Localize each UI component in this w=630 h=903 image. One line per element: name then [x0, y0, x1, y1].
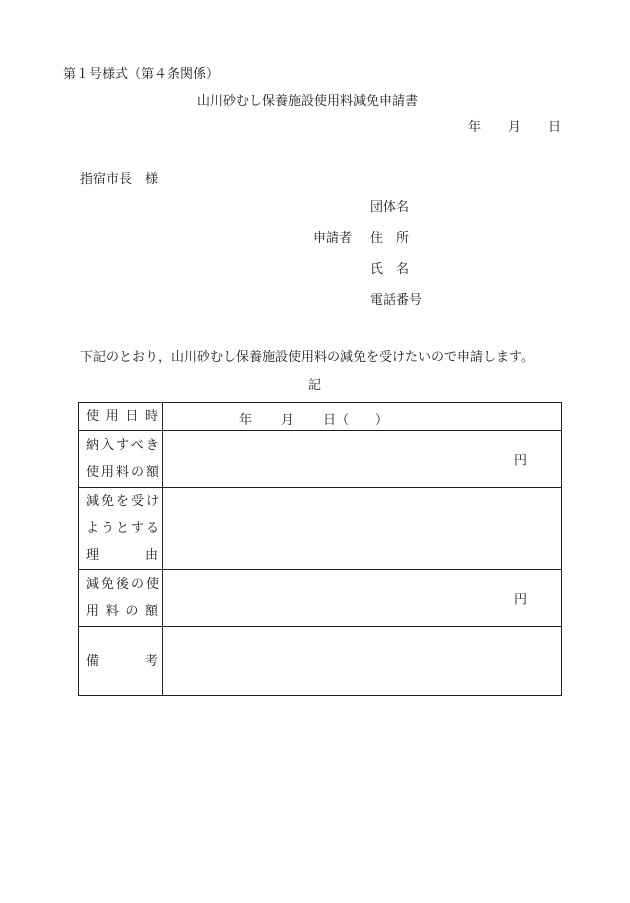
reason-label-line: ようとする: [86, 521, 162, 536]
fee-due-label-line: 使用料の額: [86, 465, 162, 480]
applicant-label: 申請者: [313, 231, 353, 246]
name-char-2: 名: [396, 262, 410, 277]
usage-year-label: 年: [239, 413, 253, 428]
remarks-char: 考: [144, 653, 158, 669]
reason-label-line: 減免を受け: [86, 494, 162, 509]
usage-date-char: 日: [125, 409, 139, 424]
reason-field[interactable]: [163, 488, 562, 570]
usage-date-row: [79, 403, 562, 431]
fee-after-row: [79, 570, 562, 627]
reason-label-char: 由: [144, 548, 158, 563]
usage-date-label: [79, 403, 163, 431]
addressee-honorific: 様: [145, 172, 159, 187]
date-month-label: 月: [508, 120, 522, 135]
form-number-label: 第１号様式（第４条関係）: [63, 67, 220, 82]
ki-heading: 記: [308, 378, 322, 393]
remarks-char: 備: [86, 653, 100, 669]
usage-weekday-close: ）: [375, 413, 389, 428]
reason-row: [79, 488, 562, 570]
usage-month-label: 月: [281, 413, 295, 428]
application-date-line: [468, 121, 561, 134]
fee-due-label-line: 納入すべき: [86, 438, 161, 453]
remarks-label: [79, 627, 163, 696]
fee-after-field[interactable]: [163, 570, 562, 627]
application-statement: 下記のとおり，山川砂むし保養施設使用料の減免を受けたいので申請します。: [80, 350, 534, 365]
remarks-row: [79, 627, 562, 696]
fee-after-label: [79, 570, 163, 627]
fee-due-field[interactable]: [163, 431, 562, 488]
fee-after-yen-unit: 円: [513, 592, 527, 608]
fee-after-char: の: [125, 604, 139, 619]
address-char-2: 所: [396, 231, 410, 246]
fee-after-char: 料: [105, 604, 119, 619]
reason-label-char: 理: [86, 548, 100, 563]
addressee: [80, 173, 158, 186]
fee-after-label-line: 減免後の使: [86, 577, 162, 592]
applicant-org-label: 団体名: [370, 200, 410, 215]
date-year-label: 年: [468, 120, 482, 135]
applicant-phone-label: 電話番号: [370, 293, 423, 308]
usage-day-label: 日（: [323, 413, 350, 428]
usage-date-char: 時: [144, 409, 158, 424]
address-char-1: 住: [370, 231, 384, 246]
application-table: [78, 402, 562, 696]
fee-after-char: 額: [144, 604, 158, 619]
fee-due-row: [79, 431, 562, 488]
usage-date-field[interactable]: [163, 403, 562, 431]
fee-due-yen-unit: 円: [513, 453, 527, 469]
name-char-1: 氏: [370, 262, 384, 277]
usage-date-char: 用: [105, 409, 119, 424]
document-title: 山川砂むし保養施設使用料減免申請書: [197, 94, 419, 109]
fee-after-char: 用: [86, 604, 100, 619]
usage-date-char: 使: [86, 409, 100, 424]
applicant-address-label: [370, 232, 409, 245]
addressee-name: 指宿市長: [80, 172, 133, 187]
reason-label: [79, 488, 163, 570]
remarks-field[interactable]: [163, 627, 562, 696]
date-day-label: 日: [548, 120, 562, 135]
applicant-name-label: [370, 263, 409, 276]
fee-due-label: [79, 431, 163, 488]
